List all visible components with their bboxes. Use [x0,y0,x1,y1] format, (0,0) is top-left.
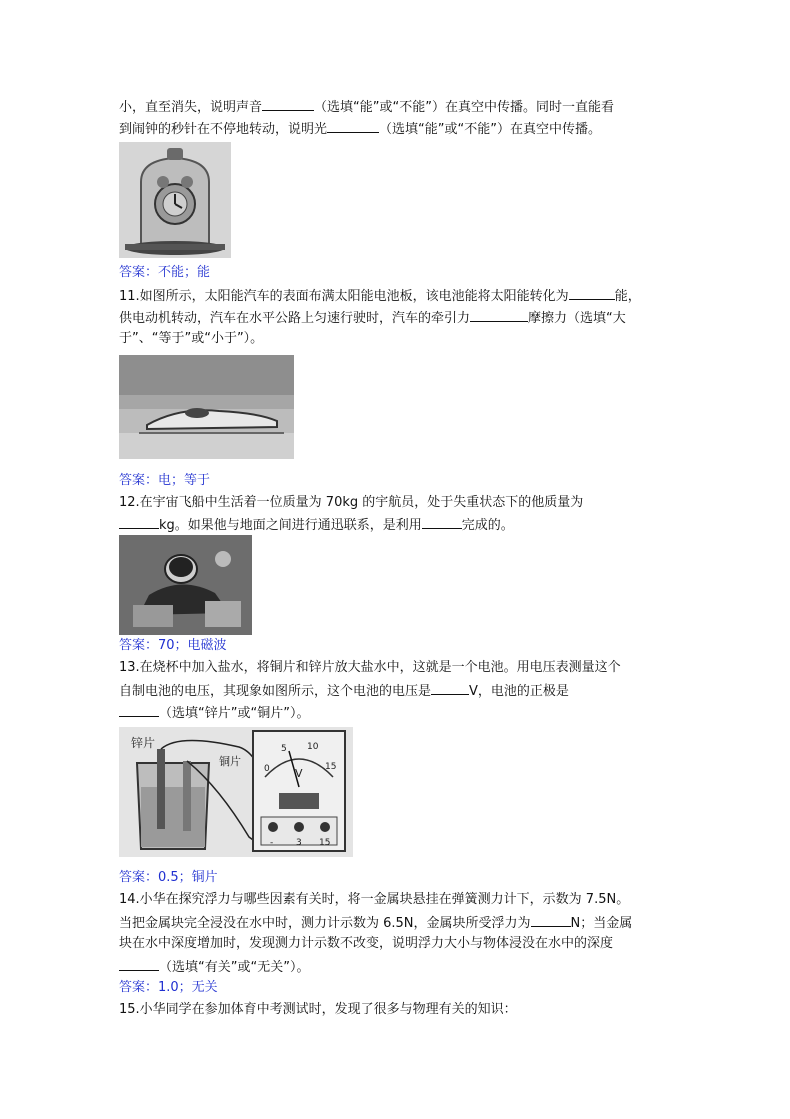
q12-line-1: 12.在宇宙飞船中生活着一位质量为 70kg 的宇航员，处于失重状态下的他质量为 [119,495,584,510]
q14-line-1: 14.小华在探究浮力与哪些因素有关时，将一金属块悬挂在弹簧测力计下，示数为 7.5N。 [119,892,630,907]
q11-blank-1 [569,287,615,300]
q11-line-2 [119,309,679,327]
q13-blank-1 [431,682,469,695]
q10-line-1 [119,98,679,116]
q12-line-2 [119,516,679,534]
scale-10: 10 [307,742,319,752]
q10-text: 小，直至消失，说明声音 [119,100,263,115]
q14-line-2 [119,914,679,932]
q14-text: N；当金属 [570,916,633,931]
zinc-label: 锌片 [131,736,156,750]
q11-text: 能， [614,289,641,304]
terminal-3: 3 [296,838,302,848]
q14-text: 当把金属块完全浸没在水中时，测力计示数为 6.5N，金属块所受浮力为 [119,916,531,931]
q13-line-1: 13.在烧杯中加入盐水，将铜片和锌片放大盐水中，这就是一个电池。用电压表测量这个 [119,660,621,675]
solar-car-image [119,355,294,459]
q14-line-4 [119,958,679,976]
q10-blank-2 [327,120,379,133]
q14-line-3: 块在水中深度增加时，发现测力计示数不改变，说明浮力大小与物体浸没在水中的深度 [119,936,614,951]
q10-text: （选填“能”或“不能”）在真空中传播。 [379,122,601,137]
q12-blank-1 [119,516,159,529]
q13-text: （选填“锌片”或“铜片”）。 [159,706,310,721]
q12-blank-2 [422,516,462,529]
q11-text: 11.如图所示，太阳能汽车的表面布满太阳能电池板，该电池能将太阳能转化为 [119,289,569,304]
q13-line-2 [119,682,679,700]
q11-blank-2 [470,309,528,322]
q13-line-3 [119,704,679,722]
q14-text: （选填“有关”或“无关”）。 [159,960,310,975]
terminal-neg: - [270,838,274,848]
q14-answer: 答案：1.0；无关 [119,980,218,995]
q11-line-3: 于”、“等于”或“小于”）。 [119,331,264,346]
scale-15: 15 [325,762,337,772]
q11-text: 供电动机转动，汽车在水平公路上匀速行驶时，汽车的牵引力 [119,311,471,326]
q10-text: 到闹钟的秒针在不停地转动，说明光 [119,122,328,137]
q11-answer: 答案：电；等于 [119,473,211,488]
astronaut-image [119,535,252,635]
scale-5: 5 [281,744,287,754]
copper-label: 铜片 [219,755,241,768]
q14-blank-2 [119,958,159,971]
q15-line-1: 15.小华同学在参加体育中考测试时，发现了很多与物理有关的知识： [119,1002,517,1017]
q10-text: （选填“能”或“不能”）在真空中传播。同时一直能看 [314,100,614,115]
unit-v: V [295,767,303,780]
q11-line-1 [119,287,679,305]
q13-answer: 答案：0.5；铜片 [119,870,218,885]
terminal-15: 15 [319,838,331,848]
q13-text: 自制电池的电压，其现象如图所示，这个电池的电压是 [119,684,432,699]
voltmeter-battery-image [119,727,353,857]
scale-0: 0 [264,764,270,774]
q10-blank-1 [262,98,314,111]
q12-answer: 答案：70；电磁波 [119,638,227,653]
q13-text: V，电池的正极是 [469,684,569,699]
q13-blank-2 [119,704,159,717]
q12-text: 完成的。 [461,518,514,533]
q10-answer: 答案：不能；能 [119,265,211,280]
bell-jar-alarm-clock-image [119,142,231,258]
q12-text: kg。如果他与地面之间进行通迅联系，是利用 [159,518,422,533]
q10-line-2 [119,120,679,138]
q14-blank-1 [531,914,571,927]
q11-text: 摩擦力（选填“大 [528,311,626,326]
